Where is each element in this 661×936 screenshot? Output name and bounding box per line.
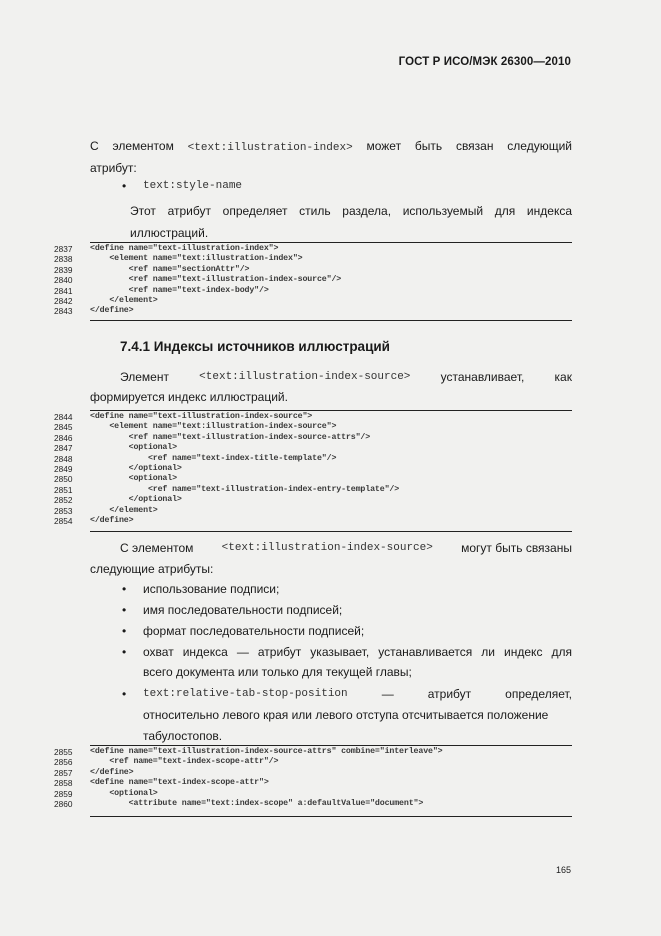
code-line: <ref name="text-illustration-index-source-attrs"/>: [90, 432, 371, 442]
line-numbers: [54, 244, 72, 317]
line-number: 2845: [54, 422, 73, 433]
code-line: <optional>: [90, 788, 158, 798]
list-item: [143, 684, 572, 704]
code-line: <ref name="text-illustration-index-entry-template"/>: [90, 484, 400, 494]
code-line: <element name="text:illustration-index-source">: [90, 422, 337, 432]
code-line: <define name="text-index-scope-attr">: [90, 778, 269, 788]
code-rule-bottom: [90, 816, 572, 817]
dash: —: [381, 687, 394, 701]
intro-text-end: может быть связан следующий: [352, 139, 572, 153]
code-listing: [90, 747, 443, 809]
bullet-marker: •: [122, 645, 127, 659]
line-number: 2839: [54, 264, 73, 275]
list-item-continuation: табулостопов.: [143, 729, 223, 743]
bullet-marker: •: [122, 582, 127, 596]
page-number: 165: [555, 865, 571, 875]
line-number: 2857: [54, 767, 73, 778]
line-number: 2840: [54, 275, 73, 286]
bullet-marker: •: [122, 603, 127, 617]
list-item: использование подписи;: [143, 582, 280, 596]
line-number: 2848: [54, 453, 73, 464]
code-line: <define name="text-illustration-index-source">: [90, 412, 313, 421]
intro-paragraph-1: [90, 135, 572, 159]
list-item-continuation: относительно левого края или левого отступа отсчитывается положение: [143, 708, 549, 722]
word-attribute: атрибут: [427, 687, 472, 701]
line-number: 2851: [54, 484, 73, 495]
code-line: </optional>: [90, 495, 182, 505]
bullet-marker: •: [122, 687, 127, 701]
line-numbers: [54, 412, 72, 526]
intro-paragraph-3: [120, 538, 572, 558]
code-line: <ref name="text-index-title-template"/>: [90, 453, 337, 463]
line-number: 2855: [54, 747, 73, 757]
line-number: 2849: [54, 464, 73, 475]
code-rule-bottom: [90, 531, 572, 532]
attribute-description: Этот атрибут определяет стиль раздела, используемый для индекса: [130, 204, 572, 218]
list-item: охват индекса — атрибут указывает, устанавливается ли индекс для: [143, 645, 572, 659]
code-line: </optional>: [90, 464, 182, 474]
list-item-continuation: всего документа или только для текущей главы;: [143, 665, 412, 679]
attribute-name: text:relative-tab-stop-position: [143, 688, 348, 700]
paragraph-2-line1: [120, 367, 572, 387]
element-tag: <text:illustration-index-source>: [199, 371, 411, 383]
list-item: имя последовательности подписей;: [143, 603, 343, 617]
intro-text: С элементом: [120, 541, 194, 555]
section-heading: 7.4.1 Индексы источников иллюстраций: [120, 339, 390, 354]
line-number: 2846: [54, 432, 73, 443]
word-sets: устанавливает,: [440, 370, 525, 384]
paragraph-2-line2: формируется индекс иллюстраций.: [90, 390, 288, 404]
code-listing: [90, 412, 399, 526]
intro-paragraph-1-line2: атрибут:: [90, 161, 137, 175]
list-item: формат последовательности подписей;: [143, 624, 365, 638]
bullet-marker: •: [122, 179, 127, 193]
code-line: <optional>: [90, 474, 177, 484]
code-line: <ref name="sectionAttr"/>: [90, 264, 250, 274]
code-rule-top: [90, 242, 572, 243]
word-element: Элемент: [120, 370, 169, 384]
document-header: ГОСТ Р ИСО/МЭК 26300—2010: [398, 56, 571, 68]
code-rule-top: [90, 410, 572, 411]
line-number: 2858: [54, 778, 73, 789]
code-line: </define>: [90, 516, 134, 526]
line-number: 2860: [54, 799, 73, 810]
line-number: 2859: [54, 788, 73, 799]
line-number: 2854: [54, 516, 73, 527]
line-number: 2844: [54, 412, 73, 422]
intro-paragraph-3-line2: следующие атрибуты:: [90, 562, 214, 576]
code-line: <define name="text-illustration-index">: [90, 244, 279, 253]
code-line: </define>: [90, 767, 134, 777]
line-number: 2856: [54, 757, 73, 768]
code-line: <ref name="text-index-body"/>: [90, 285, 269, 295]
code-line: </define>: [90, 306, 134, 316]
line-number: 2847: [54, 443, 73, 454]
word-how: как: [554, 370, 572, 384]
intro-text: С элементом: [90, 139, 188, 153]
line-number: 2843: [54, 306, 73, 317]
bullet-marker: •: [122, 624, 127, 638]
line-number: 2853: [54, 505, 73, 516]
code-line: <attribute name="text:index-scope" a:defaultValue="document">: [90, 799, 424, 809]
code-line: <ref name="text-index-scope-attr"/>: [90, 757, 279, 767]
line-number: 2838: [54, 254, 73, 265]
line-number: 2842: [54, 296, 73, 307]
element-tag: <text:illustration-index>: [187, 142, 353, 154]
line-number: 2852: [54, 495, 73, 506]
code-listing: [90, 244, 341, 317]
line-numbers: [54, 747, 72, 809]
code-line: <optional>: [90, 443, 177, 453]
attribute-name: text:style-name: [143, 180, 243, 192]
code-line: <ref name="text-illustration-index-source"/>: [90, 275, 342, 285]
code-rule-bottom: [90, 320, 572, 321]
word-defines: определяет,: [505, 687, 572, 701]
line-number: 2837: [54, 244, 73, 254]
element-tag: <text:illustration-index-source>: [221, 542, 433, 554]
attribute-description-line2: иллюстраций.: [130, 226, 209, 240]
code-line: </element>: [90, 296, 158, 306]
intro-text-end: могут быть связаны: [461, 541, 572, 555]
code-line: </element>: [90, 505, 158, 515]
code-line: <element name="text:illustration-index">: [90, 254, 303, 264]
code-line: <define name="text-illustration-index-source-attrs" combine="interleave">: [90, 747, 443, 756]
line-number: 2841: [54, 285, 73, 296]
code-rule-top: [90, 745, 572, 746]
line-number: 2850: [54, 474, 73, 485]
